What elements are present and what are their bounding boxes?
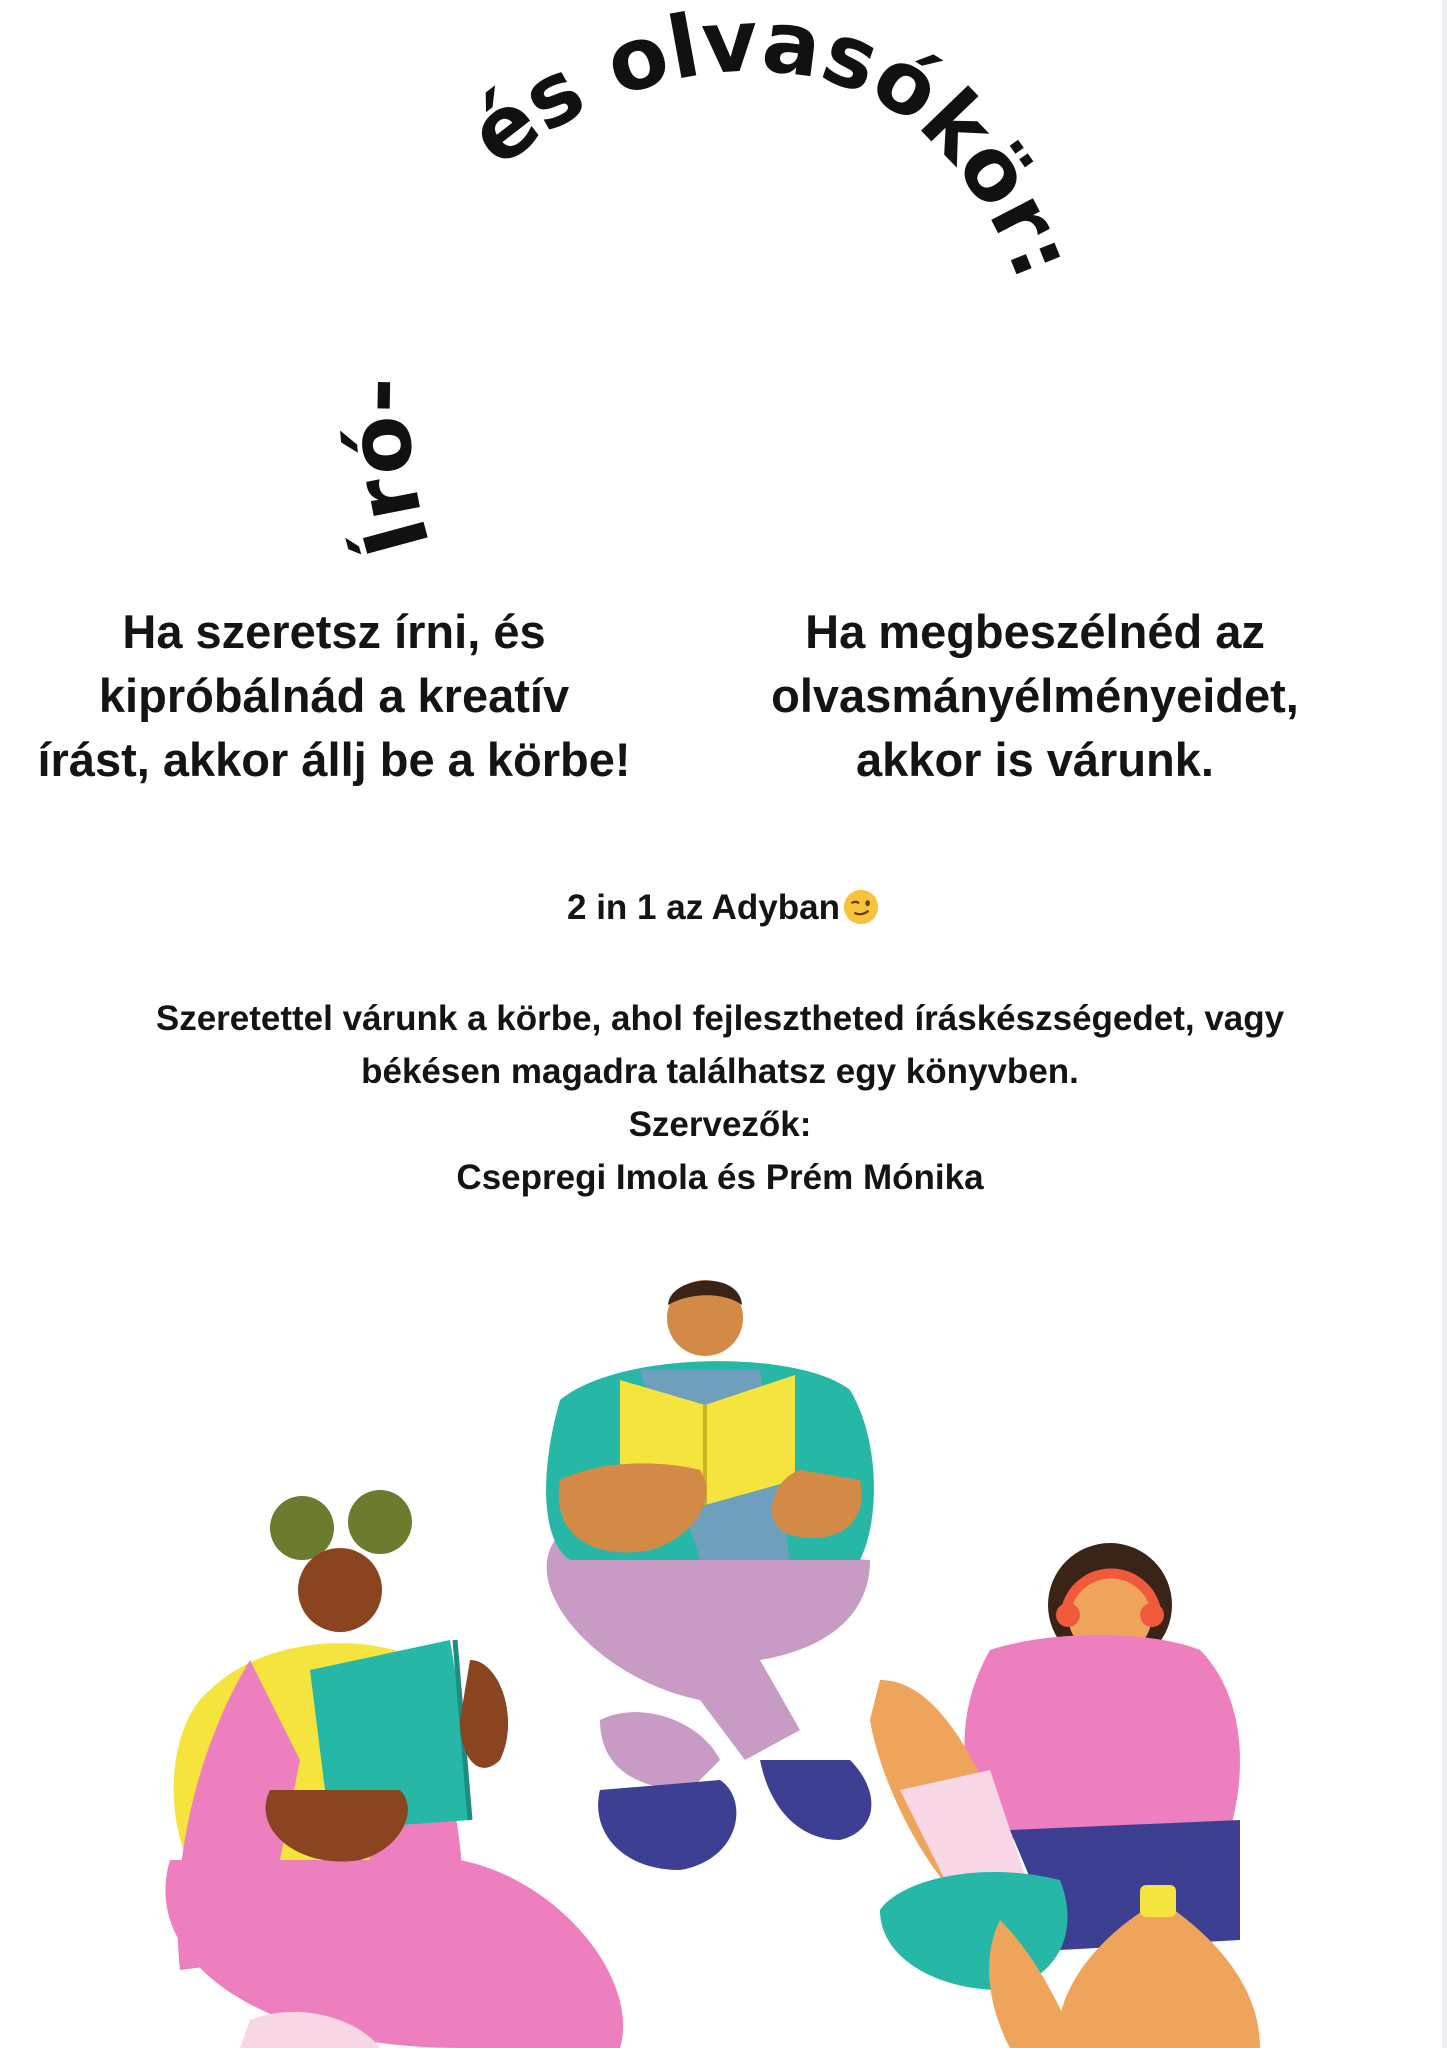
intro-right-line: olvasmányélményeidet, — [771, 669, 1299, 722]
organizers-label: Szervezők: — [628, 1105, 812, 1144]
intro-right — [695, 600, 1375, 792]
description-line: Szeretettel várunk a körbe, ahol fejlesztheted íráskészségedet, vagy — [155, 999, 1285, 1038]
arched-title — [0, 0, 1447, 560]
intro-right-line: akkor is várunk. — [856, 733, 1214, 786]
right-reader-figure — [870, 1543, 1260, 2048]
title-part-2: és olvasókör: — [450, 0, 1094, 292]
tagline-text: 2 in 1 az Adyban — [567, 888, 840, 927]
people-reading-books-illustration — [0, 1250, 1447, 2048]
intro-right-line: Ha megbeszélnéd az — [805, 605, 1265, 658]
intro-left-line: kipróbálnád a kreatív — [98, 669, 570, 722]
description — [60, 992, 1380, 1204]
intro-left — [0, 600, 674, 792]
intro-left-line: írást, akkor állj be a körbe! — [37, 733, 631, 786]
organizers-names: Csepregi Imola és Prém Mónika — [456, 1158, 984, 1197]
intro-left-line: Ha szeretsz írni, és — [122, 605, 546, 658]
center-reader-figure — [546, 1280, 874, 1870]
tagline — [0, 888, 1447, 928]
description-line: békésen magadra találhatsz egy könyvben. — [361, 1052, 1079, 1091]
title-part-1: Író- — [328, 376, 451, 560]
winking-face-emoji-icon — [842, 888, 880, 926]
